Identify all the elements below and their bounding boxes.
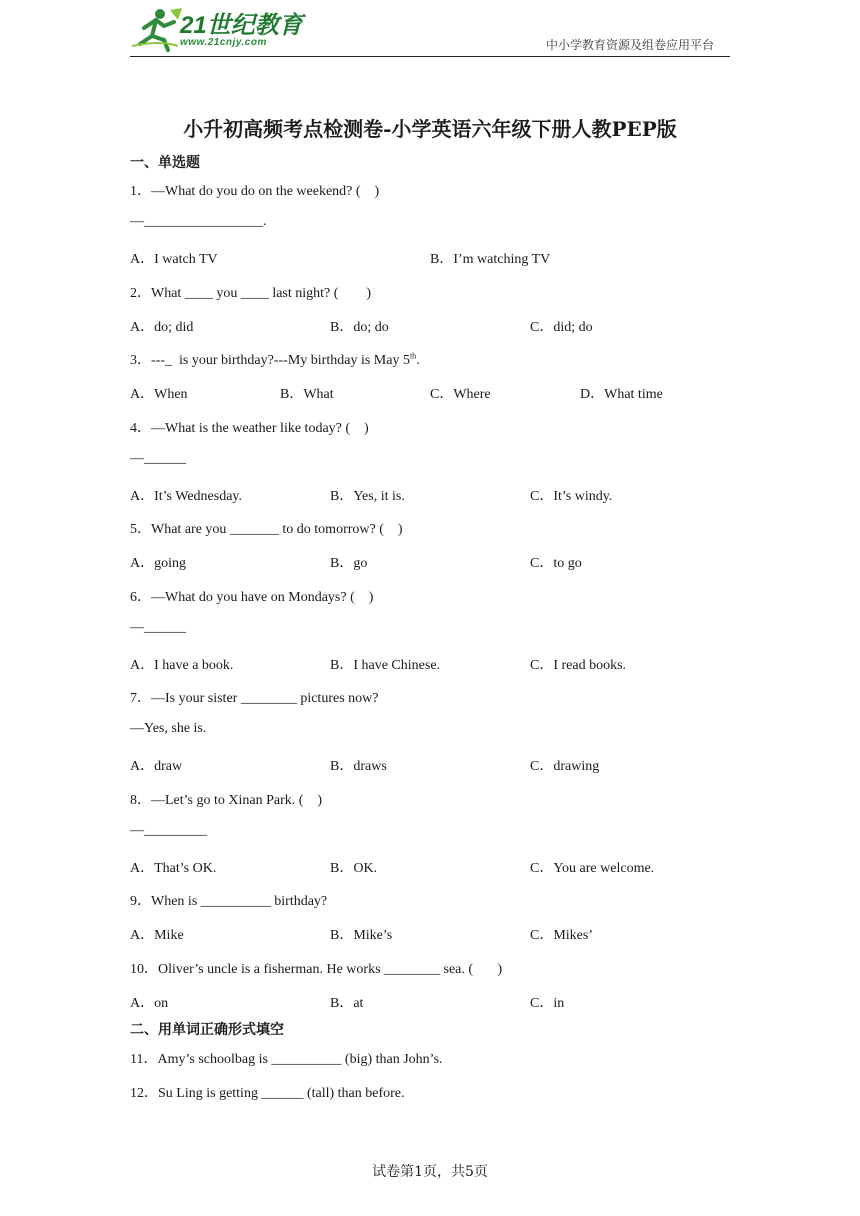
- question-7-reply: —Yes, she is.: [130, 721, 207, 736]
- q2-option-b: B．do; do: [330, 320, 389, 335]
- logo-url: www.21cnjy.com: [180, 37, 267, 48]
- q7-option-b: B．draws: [330, 759, 387, 774]
- question-3-text: 3．---_ is your birthday?---My birthday is May 5: [130, 353, 410, 368]
- q4-option-c: C．It’s windy.: [530, 489, 613, 504]
- q6-option-b: B．I have Chinese.: [330, 658, 441, 673]
- question-3-superscript: th: [409, 351, 417, 361]
- q10-option-b: B．at: [330, 996, 364, 1011]
- q8-option-c: C．You are welcome.: [530, 861, 655, 876]
- question-10: 10．Oliver’s uncle is a fisherman. He works ________ sea. ( ): [130, 962, 503, 977]
- q8-option-a: A．That’s OK.: [130, 861, 217, 876]
- question-4-answer-line: —______: [130, 451, 186, 466]
- q3-option-c: C．Where: [430, 387, 491, 402]
- platform-name: 中小学教育资源及组卷应用平台: [545, 38, 714, 52]
- question-5: 5．What are you _______ to do tomorrow? ( ): [130, 522, 403, 537]
- question-11: 11．Amy’s schoolbag is __________ (big) than John’s.: [130, 1052, 443, 1067]
- q3-option-b: B．What: [280, 387, 334, 402]
- section-heading-single-choice: 一、单选题: [130, 155, 200, 171]
- q1-option-a: A．I watch TV: [130, 252, 218, 267]
- q2-option-c: C．did; do: [530, 320, 593, 335]
- q9-option-c: C．Mikes’: [530, 928, 593, 943]
- q6-option-c: C．I read books.: [530, 658, 627, 673]
- q5-option-c: C．to go: [530, 556, 582, 571]
- page-footer: 试卷第1页，共5页: [372, 1164, 488, 1180]
- section-heading-word-forms: 二、用单词正确形式填空: [130, 1022, 284, 1038]
- q5-option-a: A．going: [130, 556, 186, 571]
- page-header: [130, 6, 730, 57]
- logo-text: 21世纪教育: [180, 12, 303, 39]
- q9-option-a: A．Mike: [130, 928, 184, 943]
- q6-option-a: A．I have a book.: [130, 658, 234, 673]
- question-7: 7．—Is your sister ________ pictures now?: [130, 691, 379, 706]
- q8-option-b: B．OK.: [330, 861, 378, 876]
- q10-option-c: C．in: [530, 996, 565, 1011]
- question-4: 4．—What is the weather like today? ( ): [130, 421, 369, 436]
- question-3: [130, 349, 420, 369]
- q10-option-a: A．on: [130, 996, 169, 1011]
- question-12: 12．Su Ling is getting ______ (tall) than before.: [130, 1086, 405, 1101]
- question-8: 8．—Let’s go to Xinan Park. ( ): [130, 793, 323, 808]
- question-9: 9．When is __________ birthday?: [130, 894, 328, 909]
- page-title: 小升初高频考点检测卷-小学英语六年级下册人教PEP版: [183, 117, 677, 141]
- q1-option-b: B．I’m watching TV: [430, 252, 551, 267]
- q7-option-c: C．drawing: [530, 759, 600, 774]
- q3-option-a: A．When: [130, 387, 188, 402]
- q7-option-a: A．draw: [130, 759, 183, 774]
- q4-option-a: A．It’s Wednesday.: [130, 489, 243, 504]
- question-1-answer-line: —_________________.: [130, 214, 267, 229]
- question-1: 1．—What do you do on the weekend? ( ): [130, 184, 380, 199]
- q5-option-b: B．go: [330, 556, 368, 571]
- question-2: 2．What ____ you ____ last night? ( ): [130, 286, 372, 301]
- question-8-answer-line: —_________: [130, 823, 207, 838]
- question-6: 6．—What do you have on Mondays? ( ): [130, 590, 374, 605]
- q9-option-b: B．Mike’s: [330, 928, 393, 943]
- question-6-answer-line: —______: [130, 620, 186, 635]
- q4-option-b: B．Yes, it is.: [330, 489, 405, 504]
- question-3-end: .: [416, 353, 420, 368]
- q3-option-d: D．What time: [580, 387, 663, 402]
- q2-option-a: A．do; did: [130, 320, 194, 335]
